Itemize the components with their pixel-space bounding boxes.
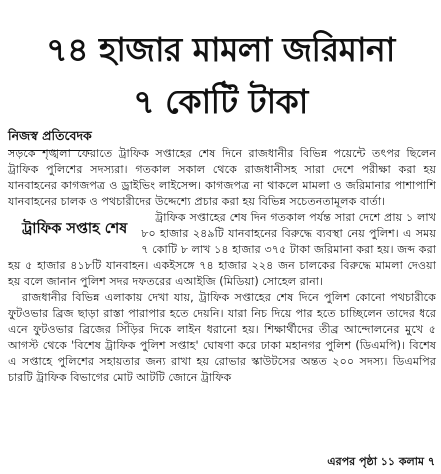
article-body — [8, 146, 436, 386]
subheading: ট্রাফিক সপ্তাহ শেষ — [22, 221, 128, 237]
paragraph-2: ট্রাফিক সপ্তাহের শেষ দিন গতকাল পর্যন্ত সারা দেশে প্রায় ১ লাখ ৮০ হাজার ২৪৯টি যানবাহনের বিরুদ্ধে ব্যবস্থা নেয় পুলিশ। এ সময় ৭ কোটি ৮ লাখ ১৪ হাজার ৩৭৫ টাকা জরিমানা করা হয়। জব্দ করা হয় ৫ হাজার ৪১৮টি যানবাহন। একইসঙ্গে ৭৪ হাজার ২২৪ জন চালকের বিরুদ্ধে মামলা দেওয়া হয় বলে জানান পুলিশ সদর দফতরের এআইজি (মিডিয়া) সোহেল রানা। — [8, 211, 436, 288]
paragraph-3: রাজধানীর বিভিন্ন এলাকায় দেখা যায়, ট্রাফিক সপ্তাহের শেষ দিনে পুলিশ কোনো পথচারীকে ফুটওভার ব্রিজ ছাড়া রাস্তা পারাপার হতে দেয়নি। যারা নিচ দিয়ে পার হতে চাচ্ছিলেন তাদের ধরে এনে ফুটওভার ব্রিজের সিঁড়ির দিকে লাইন ধরানো হয়। শিক্ষার্থীদের তীব্র আন্দোলনের মুখে ৫ আগস্ট থেকে 'বিশেষ ট্রাফিক পুলিশ সপ্তাহ' ঘোষণা করে ঢাকা মহানগর পুলিশ (ডিএমপি)। বিশেষ এ সপ্তাহে পুলিশের সহায়তার জন্য রাখা হয় রোভার স্কাউটসের অন্তত ২০০ সদস্য। ডিএমপির চারটি ট্রাফিক বিভাগের মোট আটটি জোনে ট্রাফিক — [8, 291, 436, 384]
continuation-note: এরপর পৃষ্ঠা ১১ কলাম ৭ — [323, 453, 435, 472]
paragraph-1: সড়কে শৃঙ্খলা ফেরাতে ট্রাফিক সপ্তাহের শেষ দিনে রাজধানীর বিভিন্ন পয়েন্টে তৎপর ছিলেন ট্রাফিক পুলিশের সদস্যরা। গতকাল সকাল থেকে রাজধানীসহ সারা দেশে পরীক্ষা করা হয় যানবাহনের কাগজপত্র ও ড্রাইভিং লাইসেন্স। কাগজপত্র না থাকলে মামলা ও জরিমানার পাশাপাশি যানবাহনের চালক ও পথচারীদের উদ্দেশ্যে প্রচার করা হয় বিভিন্ন সচেতনতামূলক বার্তা। — [8, 147, 436, 208]
headline-line-1: ৭৪ হাজার মামলা জরিমানা — [46, 30, 395, 69]
byline: নিজস্ব প্রতিবেদক — [8, 128, 92, 151]
paragraph-2-block — [8, 210, 436, 290]
headline-line-2: ৭ কোটি টাকা — [133, 82, 308, 121]
